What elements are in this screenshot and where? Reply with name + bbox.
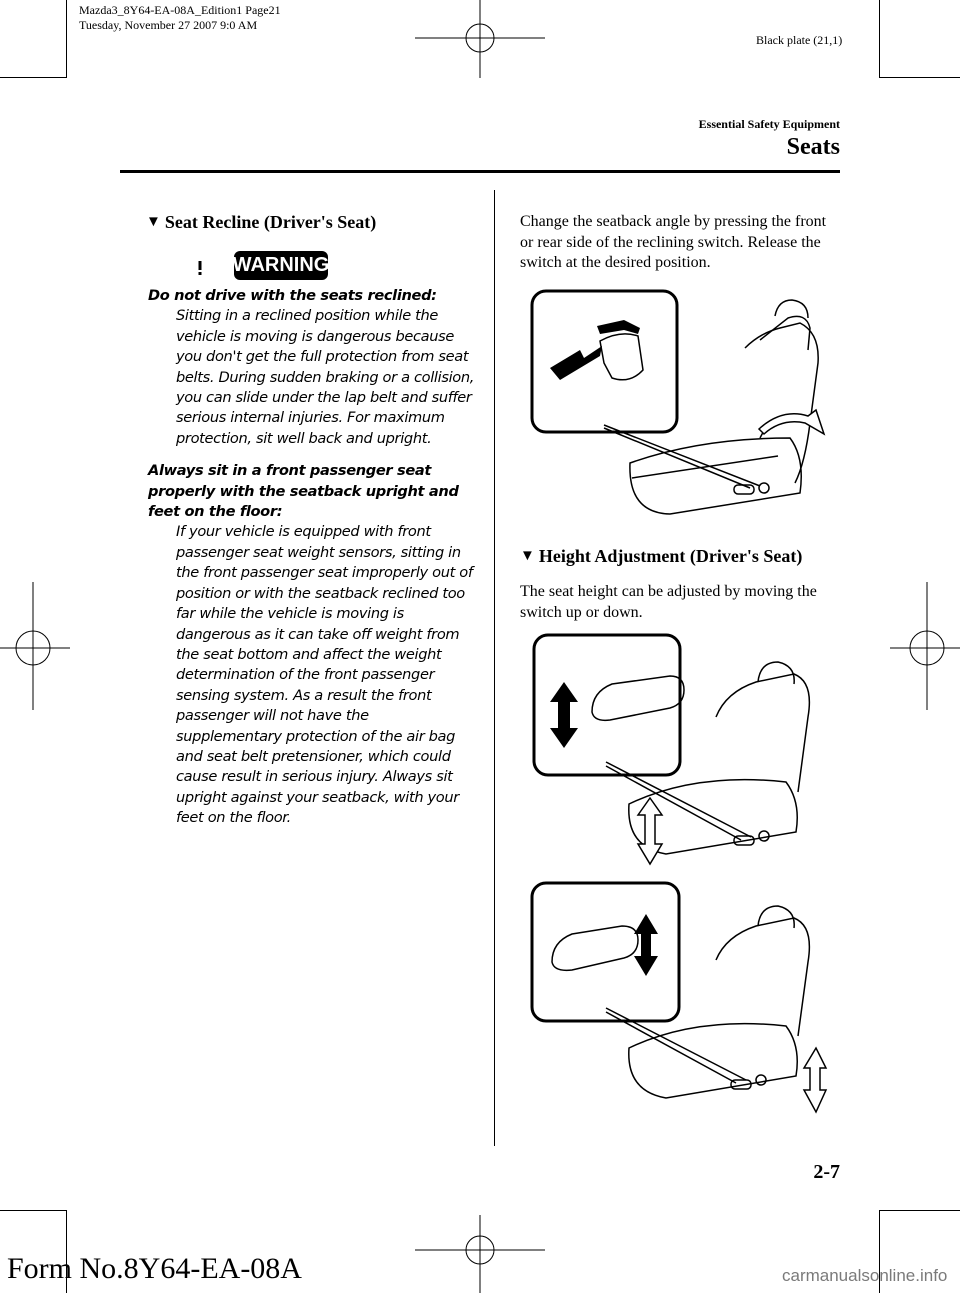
slug-line-2: Tuesday, November 27 2007 9:0 AM xyxy=(79,18,258,32)
warning-label: WARNING xyxy=(232,254,330,276)
warning-body: If your vehicle is equipped with front passenger seat weight sensors, sitting in the front passenger seat improperly out of position or with the seatback reclined too far while the vehicle is moving is dangerous as it can take off weight from the seat bottom and affect the weight determination of the front passenger sensing system. As a result the front passenger will not have the supplementary protection of the air bag and seat belt pretensioner, which could cause result in serious injury. Always sit upright against your seatback, with your feet on the floor. xyxy=(176,523,473,827)
column-divider xyxy=(494,190,495,1146)
height-switch-illustration-1 xyxy=(526,632,840,872)
recline-heading xyxy=(146,212,376,233)
warning-heading: Always sit in a front passenger seat properly with the seatback upright and feet on the floor: xyxy=(148,462,459,521)
height-instructions: The seat height can be adjusted by moving the switch up or down. xyxy=(520,583,817,621)
warning-heading: Do not drive with the seats reclined: xyxy=(148,287,437,304)
triangle-bullet-icon: ▼ xyxy=(146,214,161,230)
warning-block xyxy=(148,286,478,829)
slug-left xyxy=(79,3,281,33)
page-number: 2-7 xyxy=(813,1161,840,1183)
recline-instructions: Change the seatback angle by pressing the front or rear side of the reclining switch. Release the switch at the desired position. xyxy=(520,213,827,272)
warning-badge xyxy=(234,251,328,280)
slug-line-1: Mazda3_8Y64-EA-08A_Edition1 Page21 xyxy=(79,3,281,17)
warning-item xyxy=(148,461,478,828)
recline-switch-illustration xyxy=(520,288,840,518)
triangle-bullet-icon: ▼ xyxy=(520,548,535,564)
slug-right: Black plate (21,1) xyxy=(756,33,843,47)
height-heading-text: Height Adjustment (Driver's Seat) xyxy=(538,546,803,566)
height-heading xyxy=(520,546,802,567)
watermark: carmanualsonline.info xyxy=(782,1266,948,1285)
form-number: Form No.8Y64-EA-08A xyxy=(7,1252,302,1285)
warning-item xyxy=(148,286,478,449)
chapter-title: Essential Safety Equipment xyxy=(698,117,840,131)
warning-body: Sitting in a reclined position while the vehicle is moving is dangerous because you don't get the full protection from seat belts. During sudden braking or a collision, you can slide under the lap belt and suffer serious internal injuries. For maximum protection, sit well back and upright. xyxy=(176,307,475,447)
section-title: Seats xyxy=(786,134,840,160)
header-rule xyxy=(120,170,840,173)
warning-triangle-icon xyxy=(186,253,214,278)
recline-heading-text: Seat Recline (Driver's Seat) xyxy=(164,212,377,232)
height-switch-illustration-2 xyxy=(526,880,840,1120)
